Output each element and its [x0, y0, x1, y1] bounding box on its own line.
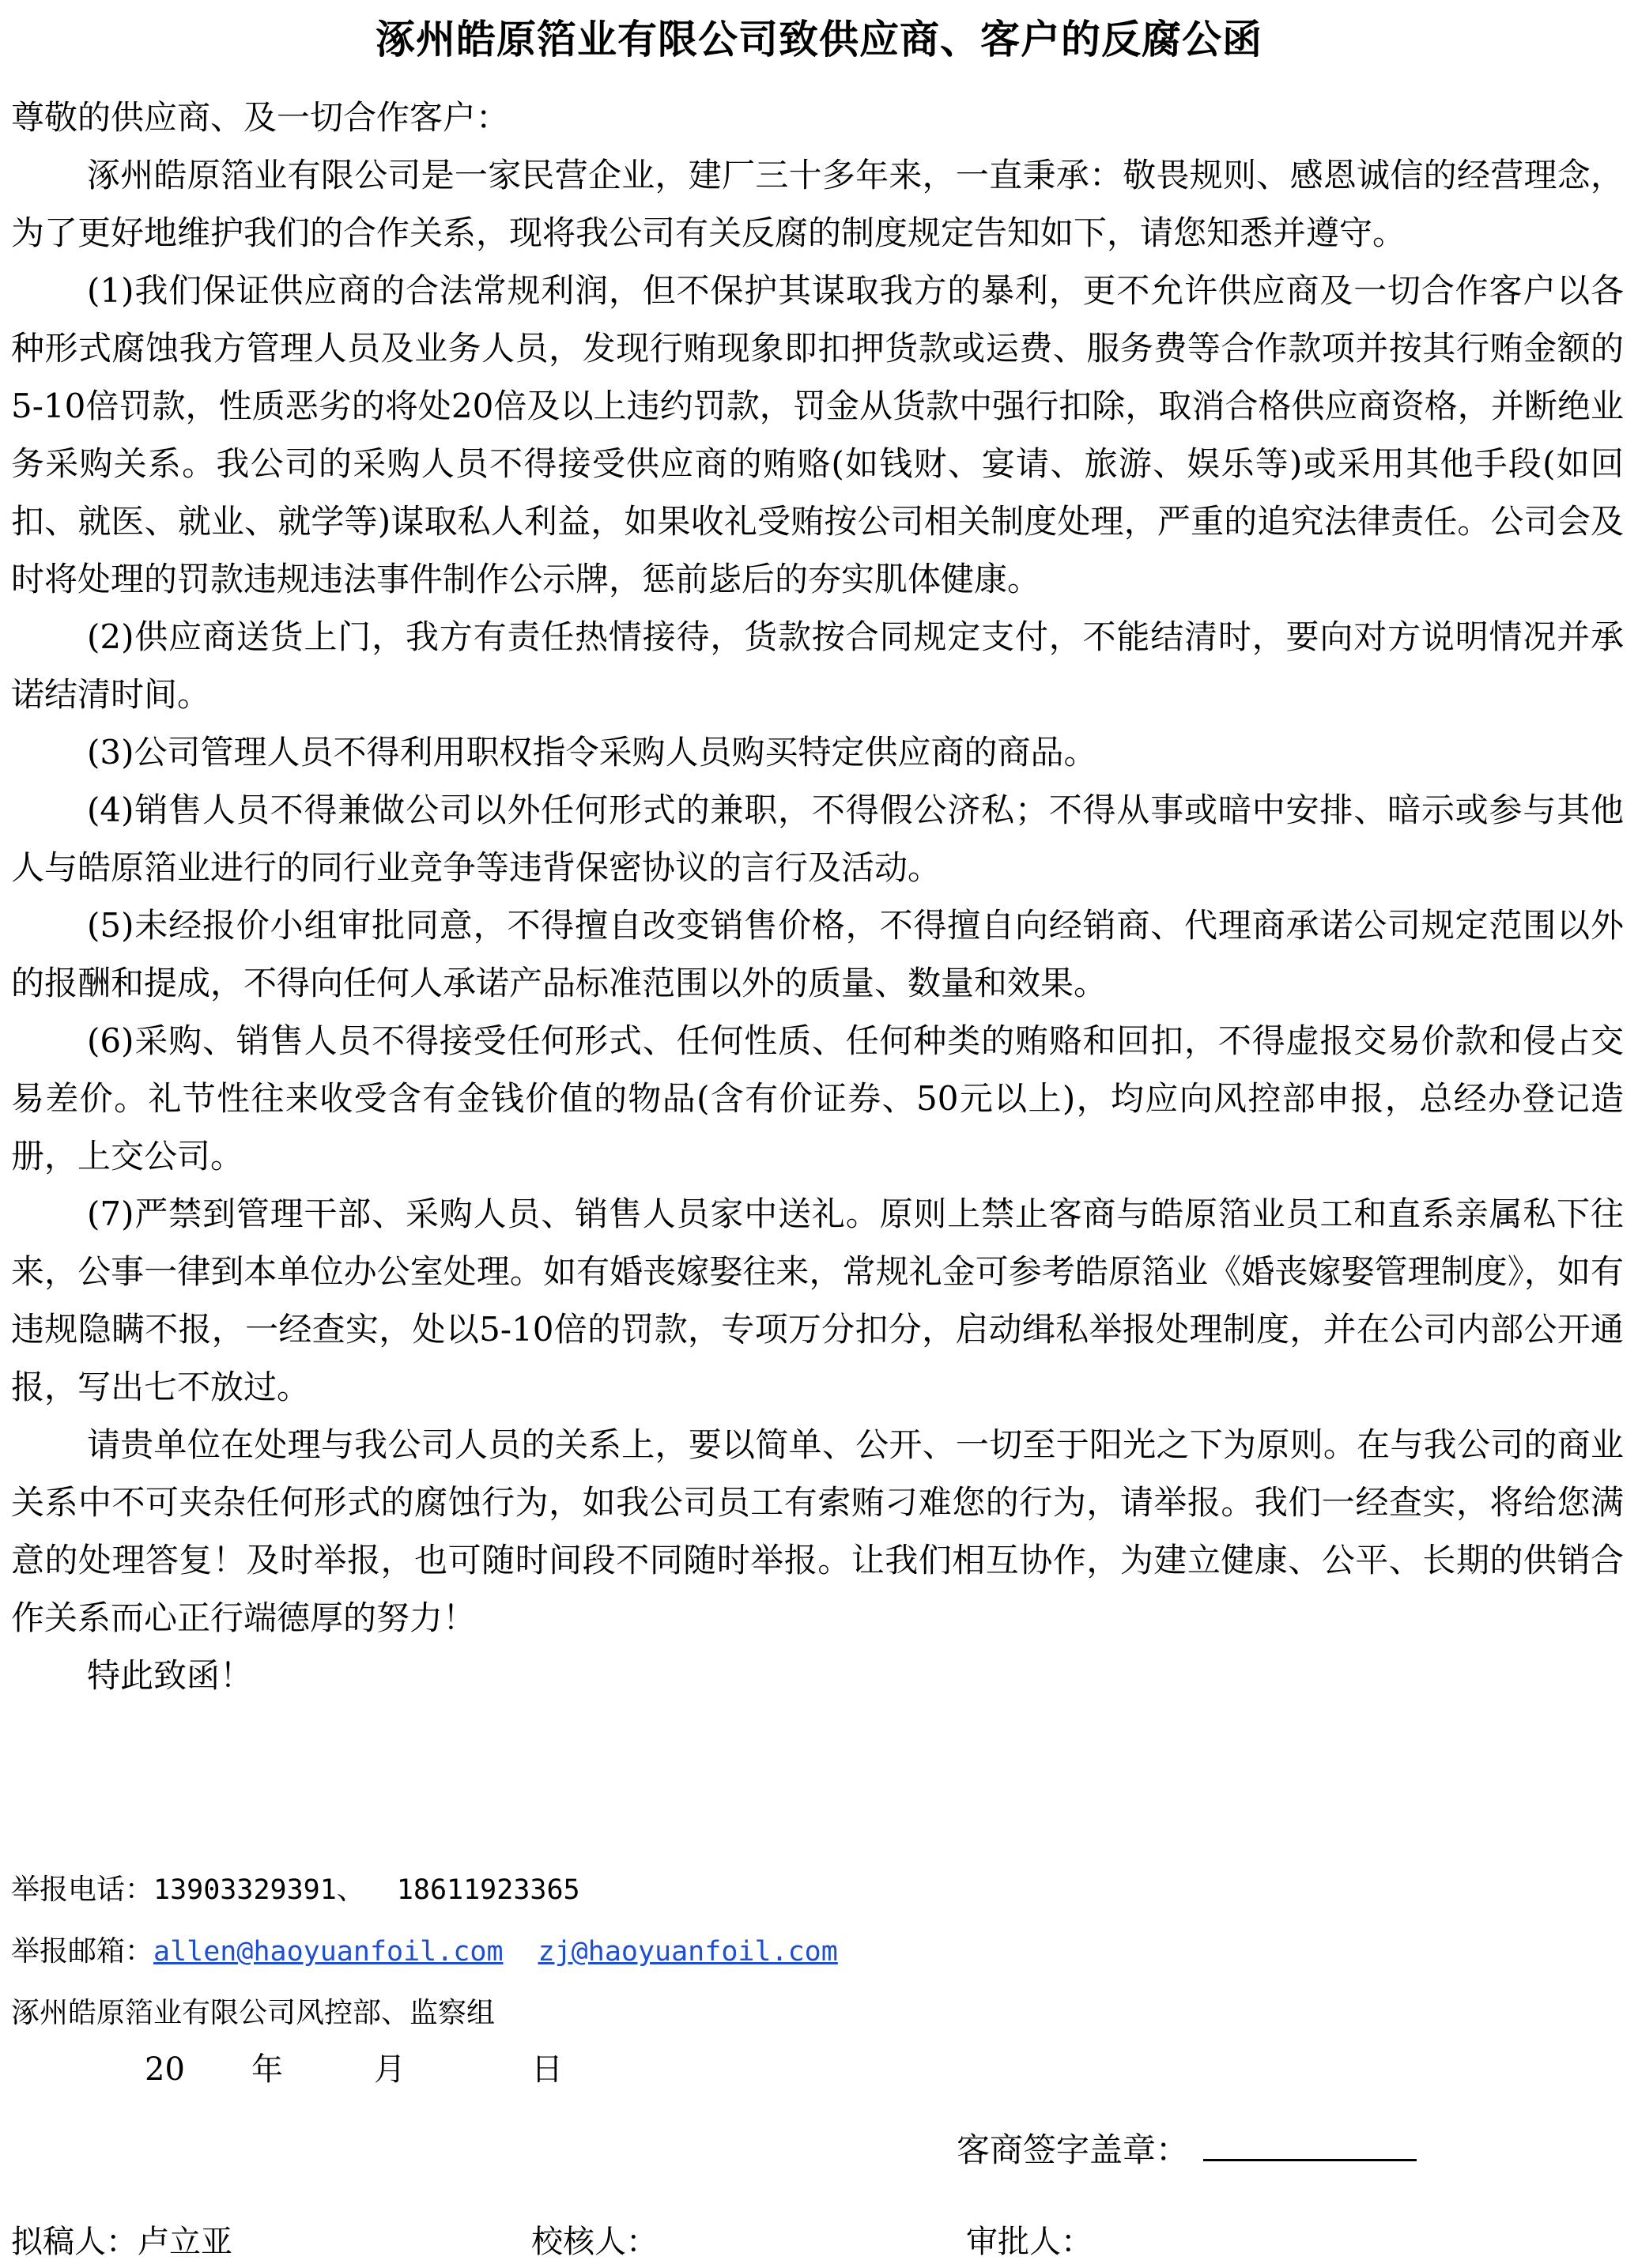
clause-3: (3)公司管理人员不得利用职权指令采购人员购买特定供应商的商品。: [87, 733, 1097, 772]
department-line: 涿州皓原箔业有限公司风控部、监察组: [11, 1997, 496, 2029]
letter-body: [11, 89, 1624, 1704]
phone-number-2: 18611923365: [396, 1874, 580, 1906]
report-email-line: [11, 1921, 1624, 1983]
approver-label: 审批人：: [966, 2224, 1093, 2260]
signature-blank[interactable]: [1203, 2127, 1417, 2161]
clause-6: (6)采购、销售人员不得接受任何形式、任何性质、任何种类的贿赂和回扣，不得虚报交易价款和侵占交易差价。礼节性往来收受含有金钱价值的物品(含有价证券、50元以上)，均应向风控部申报，总经办登记造册，上交公司。: [11, 1021, 1624, 1176]
date-month-label: 月: [374, 2051, 406, 2088]
clause-7: (7)严禁到管理干部、采购人员、销售人员家中送礼。原则上禁止客商与皓原箔业员工和直系亲属私下往来，公事一律到本单位办公室处理。如有婚丧嫁娶往来，常规礼金可参考皓原箔业《婚丧嫁娶管理制度》，如有违规隐瞒不报，一经查实，处以5-10倍的罚款，专项万分扣分，启动缉私举报处理制度，并在公司内部公开通报，写出七不放过。: [11, 1194, 1624, 1406]
date-day-label: 日: [531, 2051, 563, 2088]
drafter-field: [11, 2218, 232, 2266]
drafter-label: 拟稿人：: [11, 2224, 138, 2260]
clause-4: (4)销售人员不得兼做公司以外任何形式的兼职，不得假公济私；不得从事或暗中安排、暗示或参与其他人与皓原箔业进行的同行业竞争等违背保密协议的言行及活动。: [11, 791, 1624, 887]
drafter-name: 卢立亚: [138, 2224, 232, 2260]
phone-label: 举报电话：: [11, 1874, 154, 1906]
reviewer-label: 校核人：: [531, 2224, 658, 2260]
clause-2: (2)供应商送货上门，我方有责任热情接待，货款按合同规定支付，不能结清时，要向对方说明情况并承诺结清时间。: [11, 617, 1624, 714]
date-year-prefix: 20: [145, 2051, 185, 2088]
page-title: 涿州皓原箔业有限公司致供应商、客户的反腐公函: [376, 17, 1262, 62]
report-phone-line: [11, 1859, 1624, 1921]
request-paragraph: 请贵单位在处理与我公司人员的关系上，要以简单、公开、一切至于阳光之下为原则。在与我公司的商业关系中不可夹杂任何形式的腐蚀行为，如我公司员工有索贿刁难您的行为，请举报。我们一经查实，将给您满意的处理答复！及时举报，也可随时间段不同随时举报。让我们相互协作，为建立健康、公平、长期的供销合作关系而心正行端德厚的努力！: [11, 1425, 1624, 1637]
email-link-allen[interactable]: allen@haoyuanfoil.com: [153, 1936, 504, 1968]
email-label: 举报邮箱：: [11, 1935, 154, 1968]
salutation: 尊敬的供应商、及一切合作客户：: [11, 98, 510, 137]
intro-paragraph: 涿州皓原箔业有限公司是一家民营企业，建厂三十多年来，一直秉承：敬畏规则、感恩诚信的经营理念，为了更好地维护我们的合作关系，现将我公司有关反腐的制度规定告知如下，请您知悉并遵守。: [11, 156, 1624, 252]
phone-number-1: 13903329391: [153, 1874, 337, 1906]
signature-label: 客商签字盖章：: [957, 2130, 1190, 2169]
phone-separator: 、: [336, 1874, 365, 1906]
clause-5: (5)未经报价小组审批同意，不得擅自改变销售价格，不得擅自向经销商、代理商承诺公司规定范围以外的报酬和提成，不得向任何人承诺产品标准范围以外的质量、数量和效果。: [11, 906, 1624, 1002]
date-year-label: 年: [251, 2051, 283, 2088]
closing-line: 特此致函！: [87, 1656, 254, 1695]
signature-line: [957, 2126, 1417, 2174]
email-link-zj[interactable]: zj@haoyuanfoil.com: [538, 1936, 838, 1968]
contact-block: [11, 1859, 1624, 2043]
clause-1: (1)我们保证供应商的合法常规利润，但不保护其谋取我方的暴利，更不允许供应商及一切合作客户以各种形式腐蚀我方管理人员及业务人员，发现行贿现象即扣押货款或运费、服务费等合作款项并按其行贿金额的5-10倍罚款，性质恶劣的将处20倍及以上违约罚款，罚金从货款中强行扣除，取消合格供应商资格，并断绝业务采购关系。我公司的采购人员不得接受供应商的贿赂(如钱财、宴请、旅游、娱乐等)或采用其他手段(如回扣、就医、就业、就学等)谋取私人利益，如果收礼受贿按公司相关制度处理，严重的追究法律责任。公司会及时将处理的罚款违规违法事件制作公示牌，惩前毖后的夯实肌体健康。: [11, 271, 1624, 598]
